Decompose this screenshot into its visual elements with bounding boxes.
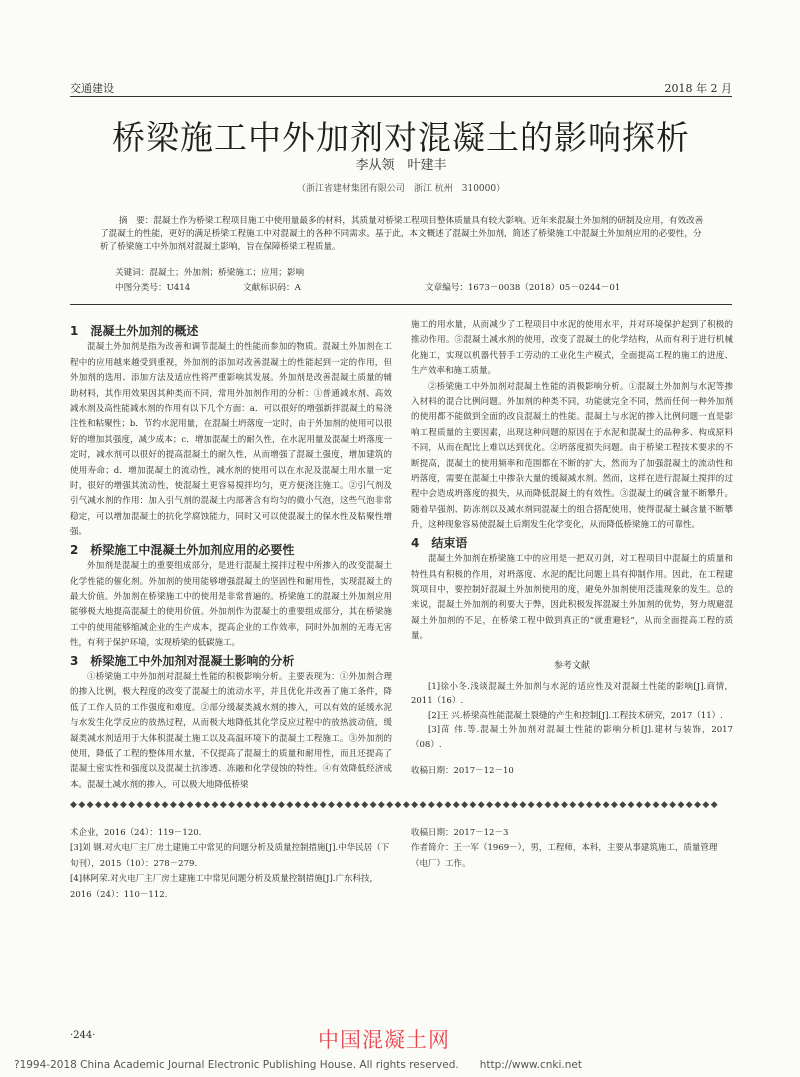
- references-title: 参考文献: [553, 660, 590, 671]
- section-1-paragraph: 混凝土外加剂是指为改善和调节混凝土的性能而参加的物质。混凝土外加剂在工程中的应用越来越受到重视，外加剂的添加对改善混凝土的性能起到一定的作用，但外加剂的选用、添加方法及适应性将严重影响其发展。外加剂是改善混凝土质量的辅助材料，其作用效果因其种类而不同，常用外加剂作用的分析：①普通减水剂、高效减水剂及高性能减水剂的作用有以下几个方面：a．可以很好的增强新拌混凝土的易浇注性和粘聚性；b．节约水泥用量，在混凝土坍落度一定时，由于外加剂的使用可以很好的增加其强度，减少成本；c．增加混凝土的耐久性，在水泥用量及混凝土坍落度一定时，减水剂可以很好的提高混凝土的耐久性，从而增强了混凝土强度，增加建筑的使用寿命；d．增加混凝土的流动性，减水剂的使用可以在水泥及混凝土用水量一定时，很好的增强其流动性，使混凝土更容易搅拌均匀，更方便浇注施工。②引气剂及引气减水剂的作用：加入引气剂的混凝土内部著含有均匀的微小气泡，这些气泡非常稳定，可以增加混凝土的抗化学腐蚀能力，同时又可以使混凝土的保水性及粘聚性增强。: [70, 342, 392, 538]
- abstract-label: 摘 要：: [118, 216, 154, 226]
- authors: 李从领 叶建丰: [355, 158, 447, 173]
- reference-item: [1]徐小冬.浅谈混凝土外加剂与水泥的适应性及对混凝土性能的影响[J].商情，2011（16）.: [411, 681, 733, 707]
- author-bio: 作者简介：王一军（1969－），男，工程师，本科，主要从事建筑施工，质量管理（电厂）工作。: [411, 843, 718, 869]
- bottom-ref-line: [3]刘 钢.对火电厂主厂房土建施工中常见的问题分析及质量控制措施[J].中华民居（下旬刊），2015（10）：278－279.: [70, 843, 390, 869]
- affiliation: （浙江省建材集团有限公司 浙江 杭州 310000）: [296, 184, 506, 194]
- abstract: [100, 215, 706, 255]
- dotted-separator: ◆◆◆◆◆◆◆◆◆◆◆◆◆◆◆◆◆◆◆◆◆◆◆◆◆◆◆◆◆◆◆◆◆◆◆◆◆◆◆◆◆◆◆◆◆◆◆◆◆◆◆◆◆◆◆◆◆◆◆◆◆◆◆◆◆◆◆◆◆◆◆◆◆◆◆◆◆◆: [70, 800, 720, 810]
- document-code: 文献标识码：A: [243, 283, 301, 293]
- article-number: 文章编号：1673－0038（2018）05－0244－01: [425, 283, 621, 293]
- bottom-left-references: [70, 826, 392, 903]
- issue-date: 2018 年 2 月: [664, 82, 732, 95]
- keywords: [115, 266, 705, 278]
- section-3-paragraph: ①桥梁施工中外加剂对混凝土性能的积极影响分析。主要表现为：①外加剂合理的掺入比例，极大程度的改变了混凝土的流动水平，并且优化并改善了施工条件，降低了工作人员的工作强度和难度。②部分缓凝类减水剂的掺入，可以有效的延缓水泥与水发生化学反应的放热过程，从而极大地降低其化学反应过程中的放热波动值，缓凝类减水剂适用于大体积混凝土施工以及高温环境下的混凝土工程施工。③外加剂的使用，降低了工程的整体用水量，不仅提高了混凝土的质量和耐用性，而且还提高了混凝土密实性和强度以及混凝土抗渗透、冻融和化学侵蚀的特性。④有效降低经济成本。混凝土减水剂的掺入，可以极大地降低桥梁: [70, 671, 392, 790]
- section-2-title: 2 桥梁施工中混凝土外加剂应用的必要性: [70, 542, 295, 557]
- copyright-line: ?1994-2018 China Academic Journal Electronic Publishing House. All rights reserved. http://www.cnki.net: [14, 1059, 582, 1071]
- abstract-rule: [70, 304, 732, 305]
- reference-item: [2]王 兴.桥梁高性能混凝土裂缝的产生和控制[J].工程技术研究，2017（11）.: [428, 710, 723, 721]
- clc-number: 中图分类号：U414: [115, 283, 191, 293]
- section-3-negative-paragraph: ②桥梁施工中外加剂对混凝土性能的消极影响分析。①混凝土外加剂与水泥等掺入材料的混合比例问题。外加剂的种类不同，功能就完全不同，然而任何一种外加剂的使用都不能做到全面的改良混凝土的性能。混凝土与水泥的掺入比例问题一直是影响工程质量的主要因素，出现这种问题的原因在于水泥和混凝土的品种多、构成原料不同，从而在配比上难以达到优化。②坍落度损失问题。由于桥梁工程技术要求的不断提高，混凝土的使用频率和范围都在不断的扩大，然而为了加强混凝土的流动性和坍落度，需要在混凝土中掺杂大量的缓凝减水剂。然而，这样在进行混凝土搅拌的过程中会造成坍落度的损失，从而降低混凝土的有效性。③混凝土的碱含量不断攀升。随着早强剂、防冻剂以及减水剂同混凝土的组合搭配使用，使得混凝土碱含量不断攀升，这种现象容易使混凝土后期发生化学变化，从而降低桥梁施工的可靠性。: [411, 381, 733, 531]
- reference-item: [3]苗 伟.等.混凝土外加剂对混凝土性能的影响分析[J].建材与装饰，2017（08）.: [411, 725, 733, 750]
- watermark-logo: 中国混凝土网: [318, 1028, 450, 1052]
- keywords-label: 关键词：: [115, 268, 150, 278]
- abstract-text: 混凝土作为桥梁工程项目施工中使用量最多的材料，其质量对桥梁工程项目整体质量具有较大影响。近年来混凝土外加剂的研制及应用，有效改善了混凝土的性能，更好的满足桥梁工程施工中对混凝土的各种不同需求。基于此，本文概述了混凝土外加剂，简述了桥梁施工中混凝土外加剂应用的必要性，分析了桥梁施工中外加剂对混凝土影响，旨在保障桥梁工程质量。: [100, 216, 704, 253]
- left-column: [70, 322, 392, 793]
- section-3-title: 3 桥梁施工中外加剂对混凝土影响的分析: [70, 653, 295, 668]
- bottom-ref-line: [4]林阿荣.对火电厂主厂房土建施工中常见问题分析及质量控制措施[J].广东科技，2016（24）：110－112.: [70, 874, 378, 900]
- page-number: ·244·: [70, 1030, 96, 1041]
- right-column: [411, 318, 733, 780]
- bottom-received-date: 收稿日期：2017－12－3: [411, 828, 509, 838]
- journal-name: 交通建设: [70, 82, 114, 95]
- section-4-title: 4 结束语: [411, 535, 468, 550]
- section-4-paragraph: 混凝土外加剂在桥梁施工中的应用是一把双刃剑，对工程项目中混凝土的质量和特性具有积极的作用，对坍落度、水泥的配比问题上具有抑制作用。因此，在工程建筑项目中，要控制好混凝土外加剂使用的度，避免外加剂使用泛滥现象的发生。总的来说，混凝土外加剂的利要大于弊，因此积极发挥混凝土外加剂的优势，努力规避混凝土外加剂的不足，在桥梁工程中做到真正的“就重避轻”，从而全面提高工程的质量。: [411, 554, 733, 642]
- header-rule: [70, 96, 732, 97]
- received-date: 收稿日期：2017－12－10: [411, 766, 514, 777]
- section-1-title: 1 混凝土外加剂的概述: [70, 324, 199, 338]
- keywords-text: 混凝土；外加剂；桥梁施工；应用；影响: [149, 268, 305, 278]
- paper-title: 桥梁施工中外加剂对混凝土的影响探析: [112, 118, 690, 157]
- section-2-paragraph: 外加剂是混凝土的重要组成部分，是进行混凝土搅拌过程中所掺入的改变混凝土化学性能的催化剂。外加剂的使用能够增强混凝土的坚固性和耐用性，实现混凝土的最大价值。外加剂在桥梁施工中的使用是非常普遍的。桥梁施工的混凝土外加剂应用能够极大地提高混凝土的使用价值。外加剂作为混凝土的重要组成部分，其在桥梁施工中的使用能够缩减企业的生产成本，提高企业的工作效率，同时外加剂的无毒无害性，有利于保护环境，实现桥梁的低碳施工。: [70, 561, 392, 649]
- section-3-continued: 施工的用水量，从而减少了工程项目中水泥的使用水平，并对环境保护起到了积极的推动作用。⑤混凝土减水剂的使用，改变了混凝土的化学结构，从而有利于进行机械化施工，实现以机器代替手工劳动的工业化生产模式，全面提高工程的施工的进度、生产效率和施工质量。: [411, 320, 733, 377]
- bottom-ref-line: 术企业，2016（24）：119－120.: [70, 828, 202, 838]
- bottom-right-notes: [411, 826, 733, 872]
